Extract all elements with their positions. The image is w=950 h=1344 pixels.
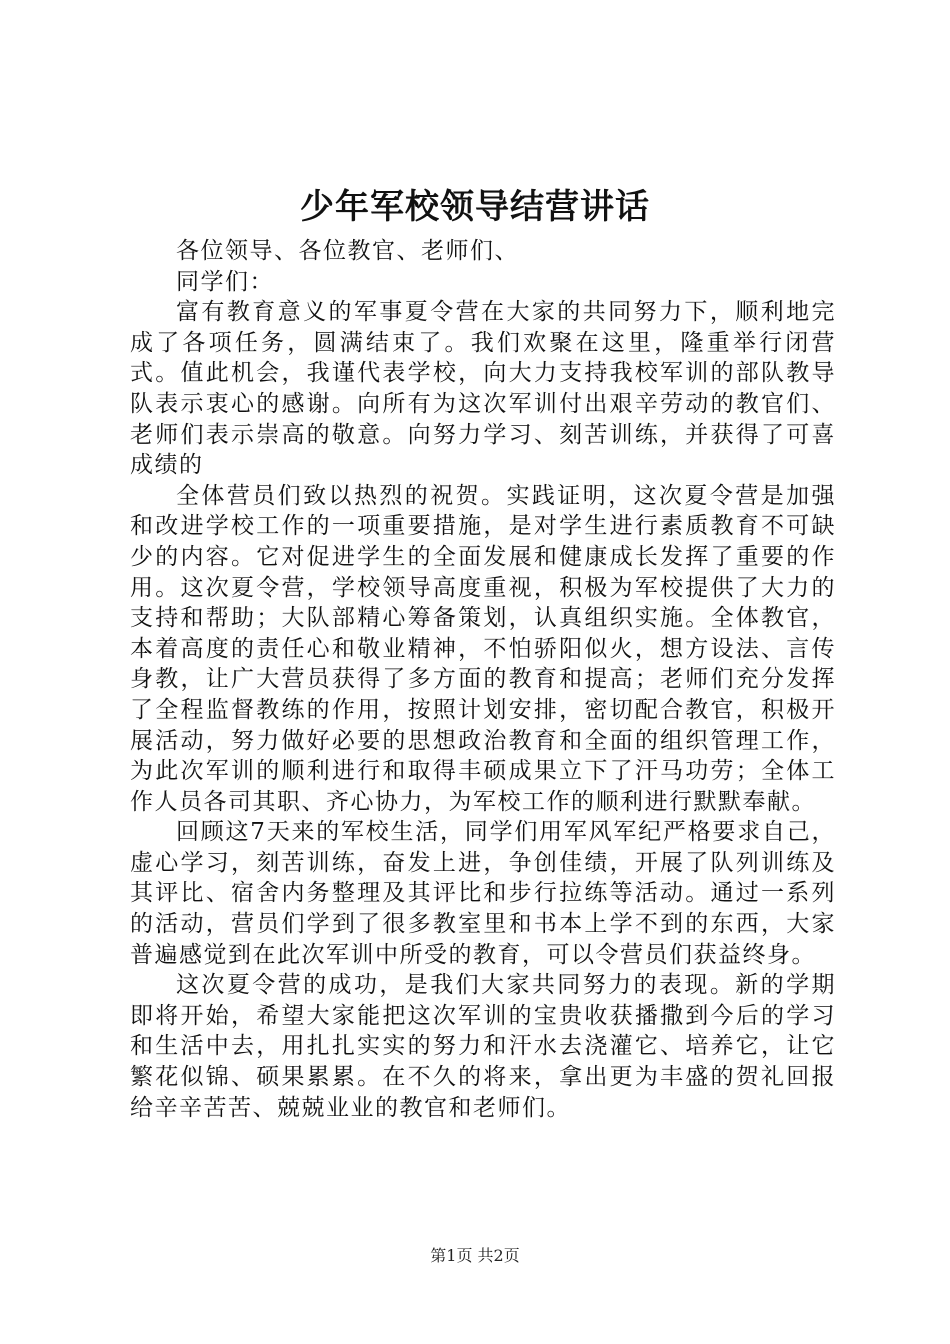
paragraph-closing: 这次夏令营的成功，是我们大家共同努力的表现。新的学期即将开始，希望大家能把这次军训的宝贵收获播撒到今后的学习和生活中去，用扎扎实实的努力和汗水去浇灌它、培养它，让它繁花似锦、硕果累累。在不久的将来，拿出更为丰盛的贺礼回报给辛辛苦苦、兢兢业业的教官和老师们。 (130, 972, 836, 1121)
page-number-footer: 第1页 共2页 (430, 1246, 520, 1265)
paragraph-thanks: 全体营员们致以热烈的祝贺。实践证明，这次夏令营是加强和改进学校工作的一项重要措施，是对学生进行素质教育不可缺少的内容。它对促进学生的全面发展和健康成长发挥了重要的作用。这次夏令营，学校领导高度重视，积极为军校提供了大力的支持和帮助；大队部精心筹备策划，认真组织实施。全体教官，本着高度的责任心和敬业精神，不怕骄阳似火，想方设法、言传身教，让广大营员获得了多方面的教育和提高；老师们充分发挥了全程监督教练的作用，按照计划安排，密切配合教官，积极开展活动，努力做好必要的思想政治教育和全面的组织管理工作，为此次军训的顺利进行和取得丰硕成果立下了汗马功劳；全体工作人员各司其职、齐心协力，为军校工作的顺利进行默默奉献。 (130, 482, 836, 815)
document-body (130, 236, 836, 1123)
paragraph-opening: 富有教育意义的军事夏令营在大家的共同努力下，顺利地完成了各项任务，圆满结束了。我们欢聚在这里，隆重举行闭营式。值此机会，我谨代表学校，向大力支持我校军训的部队教导队表示衷心的感谢。向所有为这次军训付出艰辛劳动的教官们、老师们表示崇高的敬意。向努力学习、刻苦训练，并获得了可喜成绩的 (130, 299, 836, 479)
paragraph-review: 回顾这7天来的军校生活，同学们用军风军纪严格要求自己，虚心学习，刻苦训练，奋发上进，争创佳绩，开展了队列训练及其评比、宿舍内务整理及其评比和步行拉练等活动。通过一系列的活动，营员们学到了很多教室里和书本上学不到的东西，大家普遍感觉到在此次军训中所受的教育，可以令营员们获益终身。 (130, 819, 836, 968)
salutation-line-2: 同学们： (176, 268, 274, 295)
salutation-line-1: 各位领导、各位教官、老师们、 (176, 238, 519, 264)
document-title: 少年军校领导结营讲话 (300, 187, 650, 227)
